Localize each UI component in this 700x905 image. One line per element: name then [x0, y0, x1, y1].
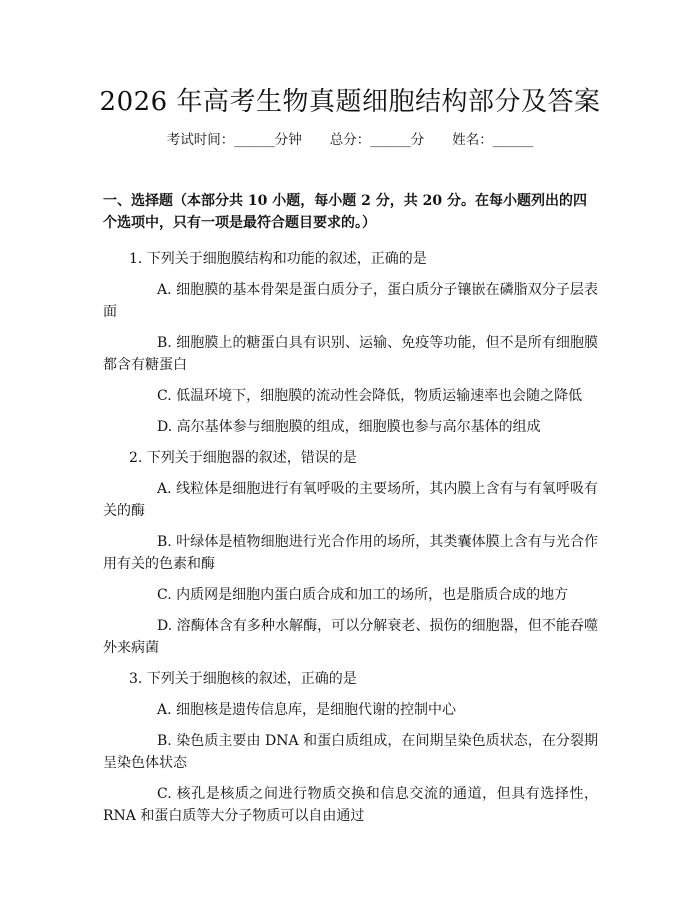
question-3 [103, 668, 598, 827]
question-2 [103, 447, 598, 659]
question-option: C. 内质网是细胞内蛋白质合成和加工的场所，也是脂质合成的地方 [157, 587, 569, 603]
page-title: 2026 年高考生物真题细胞结构部分及答案 [99, 87, 601, 117]
student-name-field: 姓名：______ [452, 132, 534, 148]
exam-content [103, 190, 598, 836]
question-option: C. 核孔是核质之间进行物质交换和信息交流的通道，但具有选择性，RNA 和蛋白质等大分子物质可以自由通过 [103, 786, 598, 824]
question-option: C. 低温环境下，细胞膜的流动性会降低，物质运输速率也会随之降低 [157, 388, 583, 404]
section-heading: 一、选择题（本部分共 10 小题，每小题 2 分，共 20 分。在每小题列出的四个选项中，只有一项是最符合题目要求的。） [103, 193, 587, 231]
question-stem: 1. 下列关于细胞膜结构和功能的叙述，正确的是 [129, 251, 427, 267]
question-option: D. 高尔基体参与细胞膜的组成，细胞膜也参与高尔基体的组成 [157, 419, 541, 435]
question-stem: 2. 下列关于细胞器的叙述，错误的是 [129, 450, 357, 466]
question-option: A. 细胞核是遗传信息库，是细胞代谢的控制中心 [157, 702, 457, 718]
question-option: D. 溶酶体含有多种水解酶，可以分解衰老、损伤的细胞器，但不能吞噬外来病菌 [103, 618, 598, 656]
question-option: B. 染色质主要由 DNA 和蛋白质组成，在间期呈染色质状态，在分裂期呈染色体状态 [103, 733, 598, 771]
question-option: B. 叶绿体是植物细胞进行光合作用的场所，其类囊体膜上含有与光合作用有关的色素和酶 [103, 534, 598, 572]
question-option: A. 线粒体是细胞进行有氧呼吸的主要场所，其内膜上含有与有氧呼吸有关的酶 [103, 481, 598, 519]
total-score-field: 总分：______分 [329, 132, 425, 148]
question-option: B. 细胞膜上的糖蛋白具有识别、运输、免疫等功能，但不是所有细胞膜都含有糖蛋白 [103, 335, 598, 373]
exam-meta-line [0, 130, 700, 150]
exam-time-field: 考试时间：______分钟 [166, 132, 302, 148]
question-stem: 3. 下列关于细胞核的叙述，正确的是 [129, 671, 357, 687]
question-option: A. 细胞膜的基本骨架是蛋白质分子，蛋白质分子镶嵌在磷脂双分子层表面 [103, 282, 598, 320]
question-1 [103, 248, 598, 438]
